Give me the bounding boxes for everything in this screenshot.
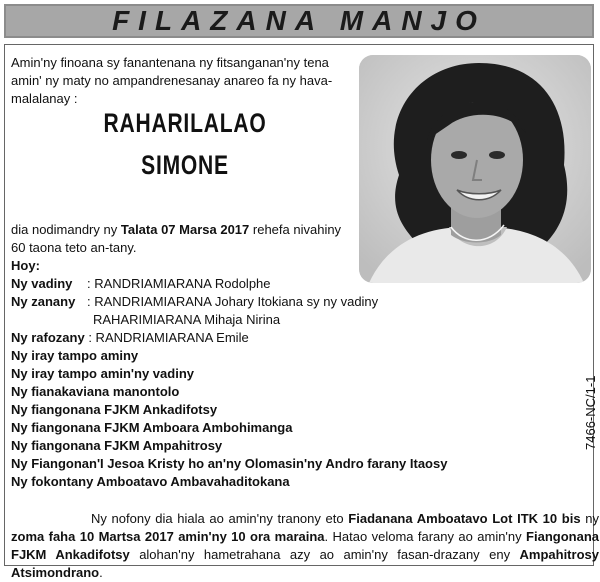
relative-value: RAHARIMIARANA Mihaja Nirina [93,312,281,327]
hoy-label: Hoy: [11,258,40,273]
group-item: Ny fiangonana FJKM Ankadifotsy [11,402,218,417]
group-item: Ny fianakaviana manontolo [11,384,180,399]
relative-row-continued [93,312,280,328]
death-suffix: rehefa nivahiny [252,222,342,237]
deceased-name-line2: SIMONE [141,150,229,180]
death-date: Talata 07 Marsa 2017 [120,222,250,237]
relative-label: Ny rafozany [11,330,85,345]
relative-label: Ny vadiny [11,276,73,291]
age-line: 60 taona teto an-tany. [11,240,137,255]
header-banner [4,4,594,38]
group-item: Ny fiangonana FJKM Amboara Ambohimanga [11,420,293,435]
group-item: Ny fokontany Amboatavo Ambavahaditokana [11,474,290,489]
death-line [11,222,341,238]
group-item: Ny iray tampo amin'ny vadiny [11,366,194,381]
relative-label: Ny zanany [11,294,76,309]
portrait-image [359,55,591,283]
header-title: FILAZANA MANJO [112,5,486,36]
group-item: Ny Fiangonan'I Jesoa Kristy ho an'ny Olomasin'ny Andro farany Itaosy [11,456,448,471]
relative-row [11,330,249,346]
death-prefix: dia nodimandry ny [11,222,118,237]
reference-code: 7466-NC/1-1 [583,375,598,450]
group-item: Ny iray tampo aminy [11,348,139,363]
relative-value: : RANDRIAMIARANA Rodolphe [87,276,271,291]
relative-row [11,294,378,310]
funeral-paragraph: Ny nofony dia hiala ao amin'ny tranony eto Fiadanana Amboatavo Lot ITK 10 bis ny zoma faha 10 Martsa 2017 amin'ny 10 ora maraina. Hatao veloma farany ao amin'ny Fiangonana FJKM Ankadifotsy alohan'ny hametrahana azy ao amin'ny fasan-drazany eny Ampahitrosy Atsimondrano. [11,511,599,580]
deceased-name-line1: RAHARILALAO [103,108,267,138]
relative-row [11,276,271,292]
intro-text: Amin'ny finoana sy fanantenana ny fitsanganan'ny tena amin' ny maty no ampandrenesanay anareo fa ny hava-malalanay : [11,55,333,106]
deceased-photo [359,55,591,283]
relative-value: : RANDRIAMIARANA Johary Itokiana sy ny vadiny [87,294,379,309]
relative-value: : RANDRIAMIARANA Emile [88,330,249,345]
group-item: Ny fiangonana FJKM Ampahitrosy [11,438,223,453]
